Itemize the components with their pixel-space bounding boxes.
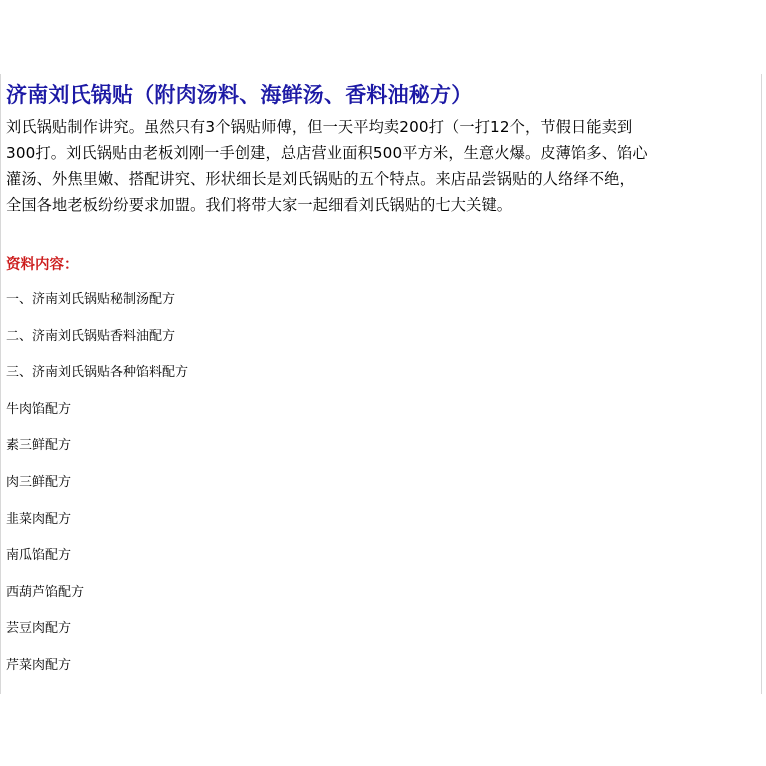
- list-item: 二、济南刘氏锅贴香料油配方: [6, 328, 176, 344]
- list-item: 肉三鲜配方: [6, 474, 72, 490]
- list-item: 素三鲜配方: [6, 438, 72, 454]
- list-item: 牛肉馅配方: [6, 401, 72, 417]
- list-item: 芸豆肉配方: [6, 621, 72, 637]
- article-intro: [6, 114, 755, 218]
- recipe-list: [6, 291, 755, 675]
- intro-line: 全国各地老板纷纷要求加盟。我们将带大家一起细看刘氏锅贴的七大关键。: [6, 196, 513, 214]
- section-heading: 资料内容：: [6, 257, 79, 273]
- article-content: [0, 74, 762, 694]
- list-item: 南瓜馅配方: [6, 548, 72, 564]
- intro-line: 灌汤、外焦里嫩、搭配讲究、形状细长是刘氏锅贴的五个特点。来店品尝锅贴的人络绎不绝，: [6, 170, 635, 188]
- article-title: 济南刘氏锅贴（附肉汤料、海鲜汤、香料油秘方）: [6, 83, 473, 107]
- list-item: 芹菜肉配方: [6, 657, 72, 673]
- intro-line: 300打。刘氏锅贴由老板刘刚一手创建，总店营业面积500平方米，生意火爆。皮薄馅多、馅心: [6, 144, 648, 162]
- list-item: 西葫芦馅配方: [6, 584, 85, 600]
- list-item: 一、济南刘氏锅贴秘制汤配方: [6, 292, 176, 307]
- list-item: 韭菜肉配方: [6, 511, 72, 527]
- intro-line: 刘氏锅贴制作讲究。虽然只有3个锅贴师傅，但一天平均卖200打（一打12个，节假日能卖到: [6, 118, 633, 136]
- list-item: 三、济南刘氏锅贴各种馅料配方: [6, 365, 189, 381]
